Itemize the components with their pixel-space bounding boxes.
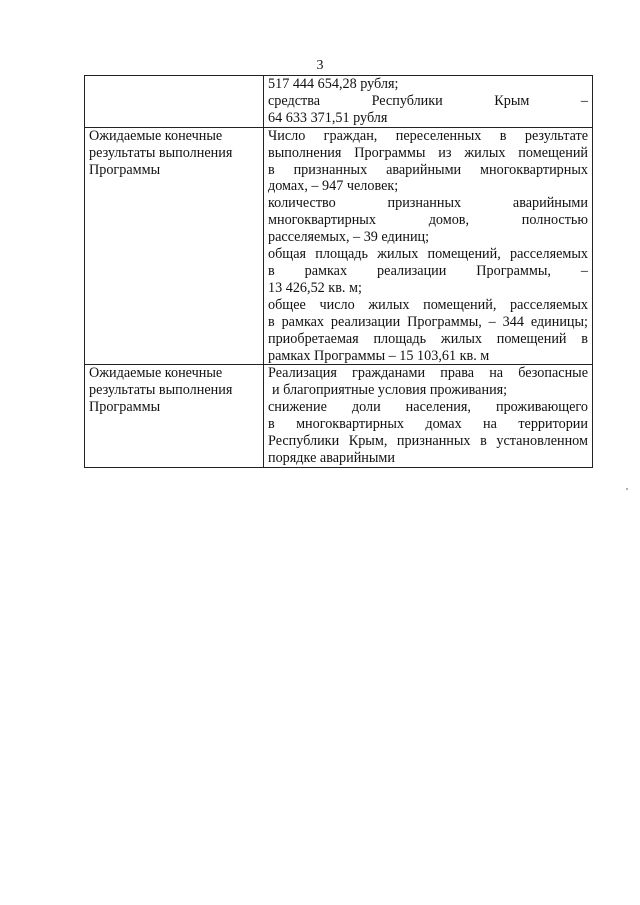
- value-line: Республики Крым, признанных в установленном: [268, 433, 588, 450]
- value-line: домах, – 947 человек;: [268, 178, 399, 195]
- value-line: 64 633 371,51 рубля: [268, 109, 388, 126]
- expected-results-cell: [264, 365, 593, 467]
- row-label: [85, 365, 264, 467]
- table-row: [85, 127, 593, 365]
- label-line: Ожидаемые конечные: [89, 365, 223, 382]
- table-row: [85, 365, 593, 467]
- value-line: в многоквартирных домах на территории: [268, 416, 588, 433]
- value-line: Реализация гражданами права на безопасные: [268, 365, 588, 382]
- label-line: Ожидаемые конечные: [89, 127, 223, 144]
- value-line: выполнения Программы из жилых помещений: [268, 144, 588, 161]
- value-line: в рамках реализации Программы, – 344 единицы;: [268, 313, 588, 330]
- value-line: в признанных аварийными многоквартирных: [268, 161, 588, 178]
- table-row: [85, 76, 593, 128]
- value-line: приобретаемая площадь жилых помещений в: [268, 330, 588, 347]
- value-line: в рамках реализации Программы, –: [268, 262, 588, 279]
- label-line: Программы: [89, 161, 161, 178]
- value-line: рамках Программы – 15 103,61 кв. м: [268, 347, 490, 364]
- value-line: 517 444 654,28 рубля;: [268, 76, 399, 92]
- row-label: [85, 127, 264, 365]
- page-number: 3: [316, 58, 324, 73]
- value-line: Число граждан, переселенных в результате: [268, 127, 588, 144]
- value-line: и благоприятные условия проживания;: [272, 382, 508, 399]
- value-line: порядке аварийными: [268, 449, 395, 466]
- value-line: 13 426,52 кв. м;: [268, 279, 362, 296]
- value-line: многоквартирных домов, полностью: [268, 212, 588, 229]
- value-line: средства Республики Крым –: [268, 92, 588, 109]
- expected-results-cell: [264, 127, 593, 365]
- scan-dot: [626, 488, 628, 490]
- label-line: Программы: [89, 399, 161, 416]
- label-line: результаты выполнения: [89, 382, 233, 399]
- label-line: результаты выполнения: [89, 144, 233, 161]
- row-label-empty: [85, 76, 264, 128]
- value-line: общее число жилых помещений, расселяемых: [268, 296, 588, 313]
- value-line: общая площадь жилых помещений, расселяемых: [268, 246, 588, 263]
- value-line: расселяемых, – 39 единиц;: [268, 229, 430, 246]
- financing-value-cell: [264, 76, 593, 128]
- program-passport-table: [84, 75, 593, 468]
- value-line: количество признанных аварийными: [268, 195, 588, 212]
- value-line: снижение доли населения, проживающего: [268, 399, 588, 416]
